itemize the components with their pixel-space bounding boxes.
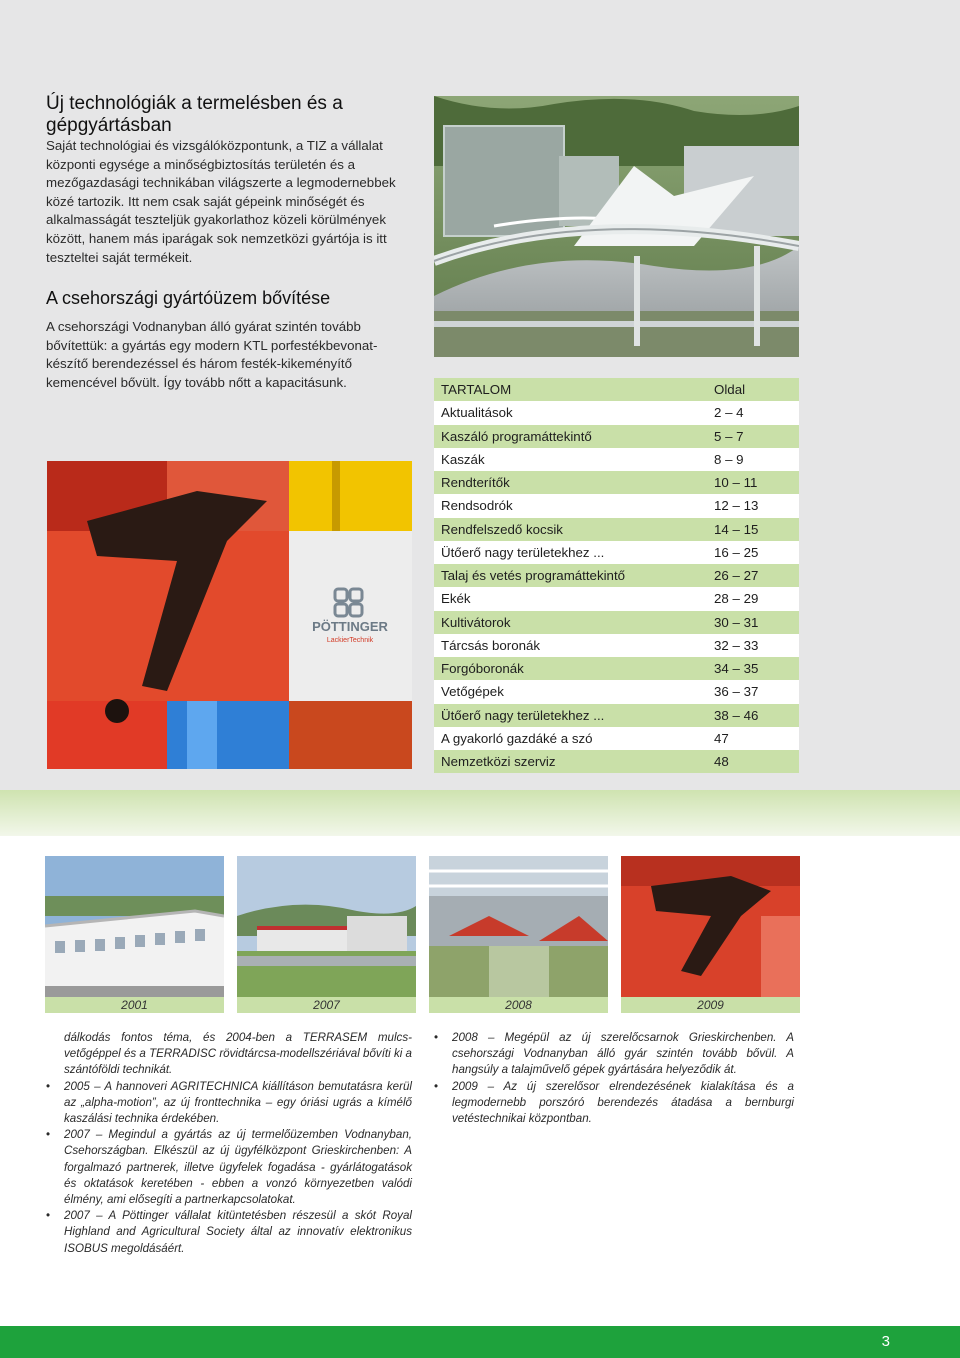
timeline-item-text: 2008 – Megépül az új szerelőcsarnok Grieskirchenben. A csehországi Vodnanyban álló gyár szintén tovább bővül. A hangsúly a talajművelő gépek gyártására helyeződik át. — [452, 1031, 794, 1077]
toc-header-pages: Oldal — [714, 382, 746, 398]
toc-row-pages: 30 – 31 — [714, 614, 759, 630]
paint-plant-collage — [47, 461, 412, 769]
timeline-year: 2009 — [621, 997, 800, 1013]
section-heading-czech-plant: A csehországi gyártóüzem bővítése — [46, 288, 331, 308]
toc-row-pages: 16 – 25 — [714, 544, 759, 560]
timeline-item — [434, 1079, 794, 1128]
toc-header-title: TARTALOM — [441, 382, 512, 398]
toc-row — [434, 587, 799, 610]
toc-row-title: Kultivátorok — [441, 614, 511, 630]
timeline-item-text: 2007 – Megindul a gyártás az új termelőüzemben Vodnanyban, Csehországban. Elkészül az új ügyfélközpont Grieskirchenben: A forgalmazó partnerek, illetve ügyfelek fogadása - gyárlátogatások és oktatások keretében - ebben a vonzó környezetben valódi élmény, ami elősegíti a partnerkapcsolatokat. — [64, 1128, 412, 1207]
timeline-photo-2009 — [621, 856, 800, 1013]
section-paragraph-czech-plant: A csehországi Vodnanyban álló gyárat szintén tovább bővítettük: a gyártás egy modern KTL porfestékbevonat-készítő berendezéssel és három festék-kikeményítő kemencével bővült. Így tovább nőtt a kapacitásunk. — [46, 319, 378, 390]
timeline-list-right — [434, 1030, 794, 1127]
toc-row-pages: 32 – 33 — [714, 637, 759, 653]
timeline-column-left — [46, 1030, 412, 1257]
toc-row-title: Aktualitások — [441, 405, 513, 421]
toc-row-title: Rendterítők — [441, 475, 510, 491]
timeline-item — [46, 1127, 412, 1208]
timeline-year: 2007 — [237, 997, 416, 1013]
toc-row-title: Nemzetközi szerviz — [441, 754, 556, 770]
toc-row-title: Forgóboronák — [441, 661, 524, 677]
toc-row-title: A gyakorló gazdáké a szó — [441, 730, 593, 746]
toc-row-pages: 38 – 46 — [714, 707, 759, 723]
bullet-icon: • — [434, 1079, 439, 1093]
toc-row — [434, 471, 799, 494]
timeline-photo-2007 — [237, 856, 416, 1013]
toc-row-pages: 48 — [714, 754, 729, 770]
timeline-year: 2001 — [45, 997, 224, 1013]
timeline-item-text: 2009 – Az új szerelősor elrendezésének kialakítása és a legmodernebb porszóró berendezés átadása a bernburgi vetéstechnikai központban. — [452, 1079, 794, 1126]
toc-row — [434, 680, 799, 703]
toc-row — [434, 704, 799, 727]
bullet-icon: • — [46, 1079, 51, 1093]
toc-row-pages: 2 – 4 — [714, 405, 744, 421]
toc-row-title: Talaj és vetés programáttekintő — [441, 568, 626, 584]
toc-row — [434, 425, 799, 448]
timeline-item-text: 2005 – A hannoveri AGRITECHNICA kiállításon bemutatásra kerül az „alpha-motion”, az új fronttechnika – egy óriási ugrás a kímélő kaszálási technika érdekében. — [64, 1079, 412, 1126]
bullet-icon: • — [434, 1031, 439, 1044]
toc-row-pages: 12 – 13 — [714, 498, 759, 514]
page-number: 3 — [881, 1333, 890, 1350]
timeline-item — [434, 1030, 794, 1079]
logo-brand: PÖTTINGER — [312, 619, 388, 634]
toc-row-title: Rendfelszedő kocsik — [441, 521, 563, 537]
toc-row-pages: 34 – 35 — [714, 661, 759, 677]
logo-sub: LackierTechnik — [326, 637, 374, 644]
section-paragraph-technology: Saját technológiai és vizsgálóközpontunk, a TIZ a vállalat központi egysége a minőségbiztosítás területén és a mezőgazdasági technikában világszerte a legmodernebbek közé tartozik. Itt nem csak saját gépeink minőségét és alkalmasságát teszteljük gyakorlathoz közeli körülmények között, hanem más iparágak sok nemzetközi gyártója is itt teszteltei saját termékeit. — [46, 138, 396, 265]
timeline-intro: dálkodás fontos téma, és 2004-ben a TERRASEM mulcs-vetőgéppel és a TERRADISC rövidtárcsa-modellszériával bővíti ki a szántóföldi technikát. — [64, 1031, 412, 1077]
bullet-icon: • — [46, 1128, 51, 1142]
toc-row — [434, 611, 799, 634]
toc-row-pages: 28 – 29 — [714, 591, 759, 607]
timeline-item — [46, 1208, 412, 1257]
timeline-list-left — [46, 1079, 412, 1257]
timeline-photo-2001 — [45, 856, 224, 1013]
toc-row-pages: 47 — [714, 730, 729, 746]
table-of-contents — [434, 378, 799, 773]
technology-center-photo — [434, 96, 799, 357]
toc-row — [434, 448, 799, 471]
toc-row-title: Kaszáló programáttekintő — [441, 428, 592, 444]
bullet-icon: • — [46, 1209, 51, 1223]
toc-row-pages: 5 – 7 — [714, 428, 744, 444]
toc-row — [434, 634, 799, 657]
toc-row-pages: 26 – 27 — [714, 568, 759, 584]
toc-row — [434, 727, 799, 750]
toc-row — [434, 750, 799, 773]
timeline-column-right — [434, 1030, 794, 1127]
toc-row — [434, 401, 799, 424]
toc-row-pages: 36 – 37 — [714, 684, 759, 700]
toc-row — [434, 657, 799, 680]
timeline-year: 2008 — [429, 997, 608, 1013]
toc-row-title: Tárcsás boronák — [441, 637, 541, 653]
toc-row-title: Ütőerő nagy területekhez ... — [441, 707, 605, 723]
toc-row-pages: 8 – 9 — [714, 451, 744, 467]
toc-row-title: Vetőgépek — [441, 684, 504, 700]
green-divider-band — [0, 790, 960, 836]
toc-row — [434, 494, 799, 517]
footer-bar — [0, 1326, 960, 1358]
timeline-item — [46, 1079, 412, 1128]
timeline-item-text: 2007 – A Pöttinger vállalat kitüntetésben részesül a skót Royal Highland and Agricultural Society által az innovatív elektronikus ISOBUS megoldásáért. — [64, 1209, 412, 1255]
toc-row — [434, 518, 799, 541]
toc-row-pages: 10 – 11 — [714, 475, 758, 491]
toc-row-title: Kaszák — [441, 451, 485, 467]
toc-row — [434, 564, 799, 587]
section-heading-technology: Új technológiák a termelésben és a gépgyártásban — [46, 93, 343, 136]
toc-row — [434, 541, 799, 564]
toc-row-title: Ekék — [441, 591, 471, 607]
toc-row-title: Rendsodrók — [441, 498, 513, 514]
toc-header — [434, 378, 799, 401]
toc-row-title: Ütőerő nagy területekhez ... — [441, 544, 605, 560]
timeline-photo-2008 — [429, 856, 608, 1013]
toc-row-pages: 14 – 15 — [714, 521, 759, 537]
